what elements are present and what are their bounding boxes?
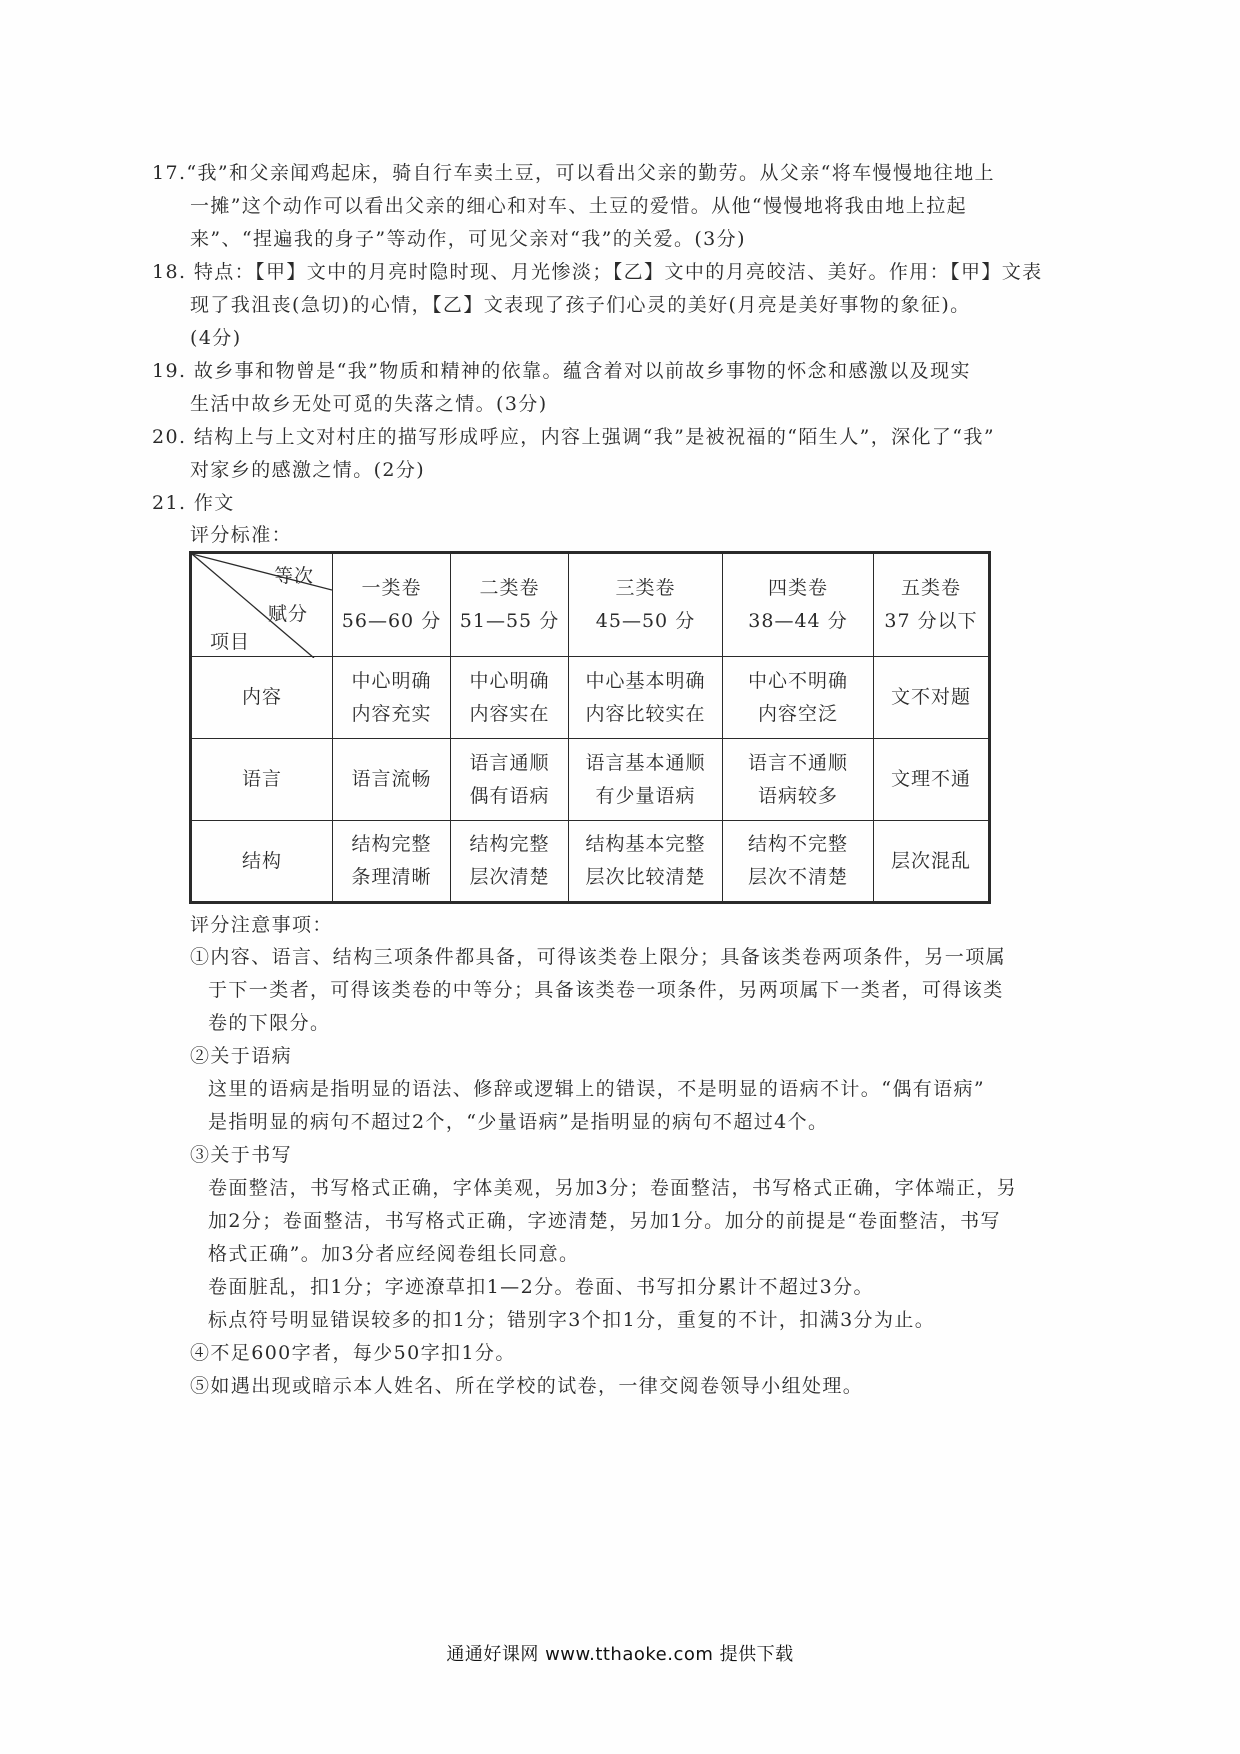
- table-cell: [569, 739, 723, 821]
- header-cell: [451, 553, 569, 657]
- answer-17-line: 一摊”这个动作可以看出父亲的细心和对车、土豆的爱惜。从他“慢慢地将我由地上拉起: [190, 195, 968, 217]
- header-name: 四类卷: [767, 577, 828, 599]
- table-header-row: [191, 553, 990, 657]
- table-cell: [451, 657, 569, 739]
- cell-line: 内容充实: [351, 702, 432, 725]
- corner-cell: [191, 553, 333, 657]
- cell-line: 语言不通顺: [747, 751, 848, 774]
- cell-line: 结构不完整: [747, 833, 848, 855]
- note-line: ①内容、语言、结构三项条件都具备，可得该类卷上限分；具备该类卷两项条件，另一项属: [190, 946, 1007, 968]
- header-cell: [874, 553, 990, 657]
- header-cell: [723, 553, 874, 657]
- note-line: 卷面脏乱，扣1分；字迹潦草扣1—2分。卷面、书写扣分累计不超过3分。: [208, 1276, 874, 1298]
- cell-line: 语言通顺: [469, 751, 550, 774]
- answer-20-line: 20. 结构上与上文对村庄的描写形成呼应，内容上强调“我”是被祝福的“陌生人”，深化了“我”: [152, 426, 995, 448]
- table-cell: [451, 739, 569, 821]
- cell-line: 中心基本明确: [585, 669, 706, 692]
- answer-17-line: 来”、“捏遍我的身子”等动作，可见父亲对“我”的关爱。(3分): [190, 228, 746, 250]
- answer-20-line: 对家乡的感激之情。(2分): [190, 459, 426, 481]
- cell-line: 有少量语病: [595, 784, 696, 807]
- note-line: 加2分；卷面整洁，书写格式正确，字迹清楚，另加1分。加分的前提是“卷面整洁，书写: [208, 1210, 1001, 1232]
- scoring-table: [189, 551, 991, 904]
- note-line: 卷的下限分。: [208, 1012, 331, 1034]
- note-line: 标点符号明显错误较多的扣1分；错别字3个扣1分，重复的不计，扣满3分为止。: [208, 1309, 936, 1331]
- cell-line: 文不对题: [890, 686, 971, 708]
- cell-line: 层次混乱: [890, 849, 971, 872]
- answer-19-line: 19. 故乡事和物曾是“我”物质和精神的依靠。蕴含着对以前故乡事物的怀念和感激以及现实: [152, 360, 971, 382]
- cell-line: 偶有语病: [469, 784, 550, 807]
- answer-18-line: 18. 特点：【甲】文中的月亮时隐时现、月光惨淡；【乙】文中的月亮皎洁、美好。作用：【甲】文表: [152, 261, 1043, 283]
- header-cell: [333, 553, 451, 657]
- header-range: 38—44 分: [748, 610, 848, 632]
- header-cell: [569, 553, 723, 657]
- table-cell: [723, 657, 874, 739]
- criteria-label: 评分标准：: [190, 524, 293, 546]
- cell-line: 内容实在: [469, 702, 550, 725]
- cell-line: 结构基本完整: [585, 833, 706, 855]
- corner-label-grade: 等次: [274, 565, 315, 587]
- answer-21-title: 21. 作文: [152, 492, 235, 514]
- table-cell: [874, 821, 990, 903]
- table-cell: [874, 657, 990, 739]
- header-name: 五类卷: [900, 577, 961, 599]
- answer-19-line: 生活中故乡无处可觅的失落之情。(3分): [190, 393, 548, 415]
- table-cell: [333, 739, 451, 821]
- header-range: 37 分以下: [884, 610, 978, 632]
- corner-label-item: 项目: [210, 631, 251, 653]
- table-cell: [451, 821, 569, 903]
- cell-line: 内容空泛: [757, 702, 838, 725]
- table-row: [191, 821, 990, 903]
- header-range: 45—50 分: [595, 610, 696, 632]
- cell-line: 结构完整: [351, 833, 432, 855]
- note-line: 卷面整洁，书写格式正确，字体美观，另加3分；卷面整洁，书写格式正确，字体端正，另: [208, 1177, 1018, 1199]
- answer-18-line: (4分): [190, 327, 242, 349]
- cell-line: 中心不明确: [747, 669, 848, 692]
- header-name: 二类卷: [479, 577, 540, 599]
- table-cell: [333, 821, 451, 903]
- cell-line: 中心明确: [469, 669, 550, 692]
- note-line: 这里的语病是指明显的语法、修辞或逻辑上的错误，不是明显的语病不计。“偶有语病”: [208, 1078, 986, 1100]
- note-line: 于下一类者，可得该类卷的中等分；具备该类卷一项条件，另两项属下一类者，可得该类: [208, 979, 1004, 1001]
- table-cell: [569, 821, 723, 903]
- header-name: 三类卷: [615, 577, 676, 599]
- cell-line: 文理不通: [890, 768, 971, 790]
- cell-line: 结构完整: [469, 833, 550, 855]
- header-name: 一类卷: [361, 577, 422, 599]
- row-label: 内容: [191, 657, 333, 739]
- cell-line: 语言基本通顺: [585, 751, 706, 774]
- table-cell: [333, 657, 451, 739]
- header-range: 56—60 分: [341, 610, 442, 632]
- cell-line: 语病较多: [757, 784, 838, 807]
- row-label: 语言: [191, 739, 333, 821]
- cell-line: 层次不清楚: [747, 866, 848, 888]
- cell-line: 条理清晰: [351, 866, 432, 888]
- notes-title: 评分注意事项：: [190, 914, 333, 936]
- table-row: [191, 739, 990, 821]
- answer-17-line: 17.“我”和父亲闻鸡起床，骑自行车卖土豆，可以看出父亲的勤劳。从父亲“将车慢慢地往地上: [152, 162, 995, 184]
- table-cell: [874, 739, 990, 821]
- note-2-title: ②关于语病: [190, 1045, 293, 1067]
- note-line: 格式正确”。加3分者应经阅卷组长同意。: [208, 1243, 580, 1265]
- note-5: ⑤如遇出现或暗示本人姓名、所在学校的试卷，一律交阅卷领导小组处理。: [190, 1375, 864, 1397]
- cell-line: 层次比较清楚: [585, 866, 706, 888]
- row-label: 结构: [191, 821, 333, 903]
- corner-label-score: 赋分: [268, 603, 309, 625]
- footer-source: 通通好课网 www.tthaoke.com 提供下载: [446, 1644, 794, 1665]
- answer-18-line: 现了我沮丧(急切)的心情，【乙】文表现了孩子们心灵的美好(月亮是美好事物的象征)。: [190, 294, 971, 316]
- cell-line: 内容比较实在: [585, 702, 706, 725]
- note-4: ④不足600字者，每少50字扣1分。: [190, 1342, 516, 1364]
- note-3-title: ③关于书写: [190, 1144, 293, 1166]
- cell-line: 层次清楚: [469, 866, 550, 888]
- table-cell: [569, 657, 723, 739]
- cell-line: 中心明确: [351, 669, 432, 692]
- table-cell: [723, 739, 874, 821]
- table-row: [191, 657, 990, 739]
- header-range: 51—55 分: [459, 610, 560, 632]
- table-cell: [723, 821, 874, 903]
- note-line: 是指明显的病句不超过2个，“少量语病”是指明显的病句不超过4个。: [208, 1111, 829, 1133]
- cell-line: 语言流畅: [351, 768, 432, 790]
